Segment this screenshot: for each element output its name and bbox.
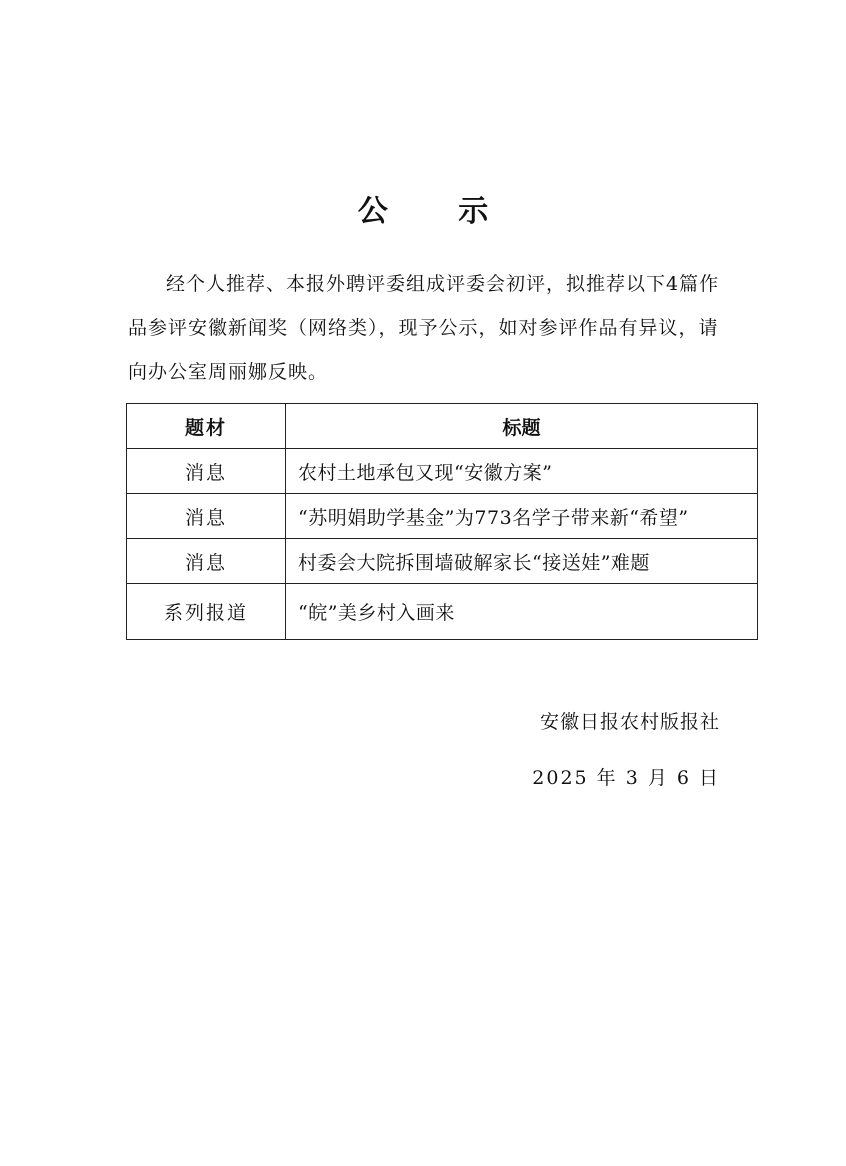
row-title: “苏明娟助学基金”为773名学子带来新“希望”: [286, 494, 758, 539]
table-row: [127, 494, 758, 539]
table-header-row: [127, 404, 758, 449]
row-title: 农村土地承包又现“安徽方案”: [286, 449, 758, 494]
row-title: 村委会大院拆围墙破解家长“接送娃”难题: [286, 539, 758, 584]
header-title: 标题: [286, 404, 758, 449]
organization-signature: 安徽日报农村版报社: [539, 711, 720, 733]
table-row: [127, 539, 758, 584]
table-row: [127, 584, 758, 640]
notice-paragraph: 经个人推荐、本报外聘评委组成评委会初评，拟推荐以下4篇作品参评安徽新闻奖（网络类），现予公示，如对参评作品有异议，请向办公室周丽娜反映。: [128, 273, 720, 383]
row-subject: 消息: [127, 449, 286, 494]
row-subject: 消息: [127, 494, 286, 539]
notice-date: 2025 年 3 月 6 日: [532, 767, 720, 789]
works-table: [126, 403, 758, 640]
row-subject: 系列报道: [127, 584, 286, 640]
table-row: [127, 449, 758, 494]
row-subject: 消息: [127, 539, 286, 584]
header-subject: 题材: [127, 404, 286, 449]
page-title: 公 示: [357, 194, 519, 229]
row-title: “皖”美乡村入画来: [286, 584, 758, 640]
